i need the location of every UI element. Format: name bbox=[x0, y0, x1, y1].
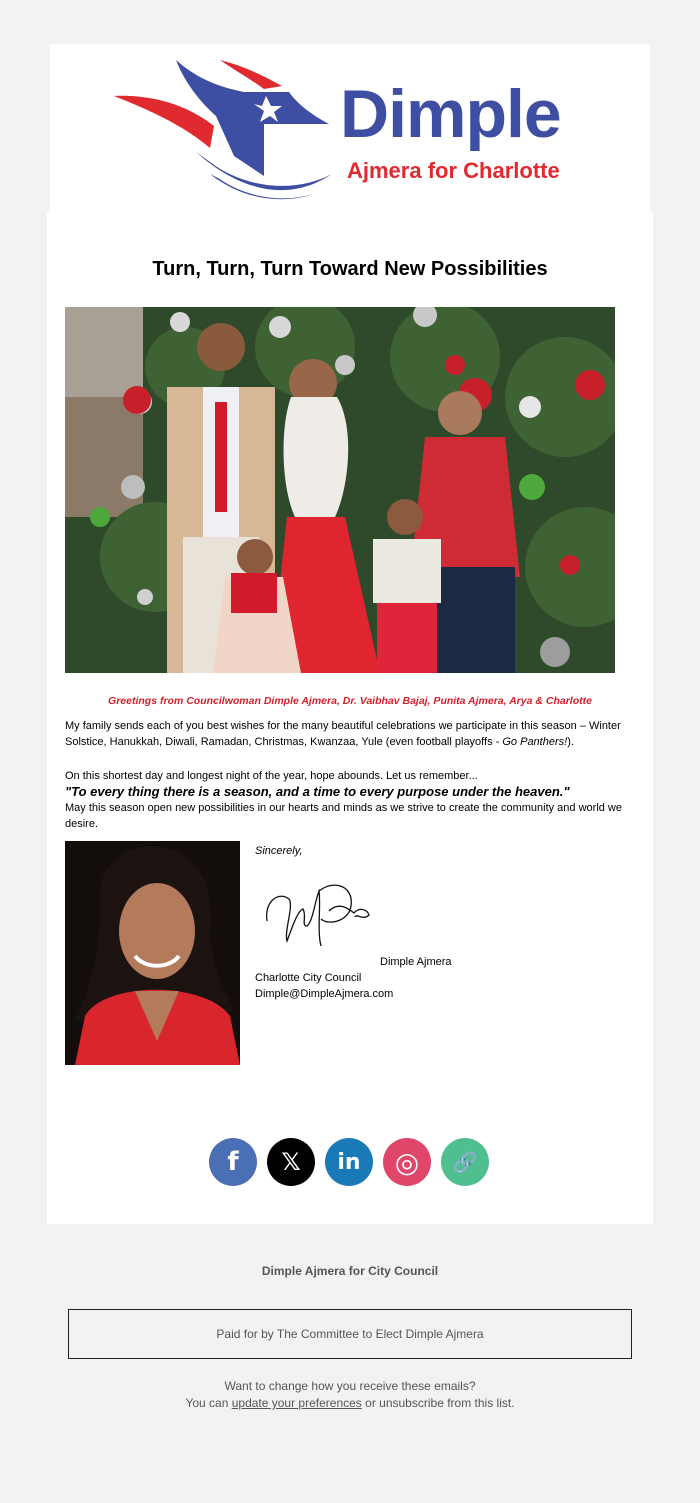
footer-line-2: You can update your preferences or unsubscribe from this list. bbox=[185, 1396, 515, 1410]
email-body-card bbox=[47, 212, 653, 1224]
footer-organization: Dimple Ajmera for City Council bbox=[261, 1264, 439, 1278]
footer-preferences-text bbox=[0, 1378, 700, 1412]
x-twitter-icon[interactable]: 𝕏 bbox=[267, 1138, 315, 1186]
body-paragraph-wishes: My family sends each of you best wishes for the many beautiful celebrations we participate in this season – Winter Solstice, Hanukkah, Diwali, Ramadan, Christmas, Kwanzaa, Yule (even football playoffs - Go Panthers!). bbox=[65, 720, 621, 748]
footer-line-1: Want to change how you receive these emails? bbox=[224, 1379, 476, 1393]
signer-title: Charlotte City Council bbox=[255, 972, 362, 984]
signer-email[interactable]: Dimple@DimpleAjmera.com bbox=[255, 988, 394, 1000]
logo-subtitle: Ajmera for Charlotte bbox=[347, 158, 560, 183]
update-preferences-link[interactable]: update your preferences bbox=[231, 1396, 362, 1410]
unsubscribe-link[interactable]: unsubscribe from this list bbox=[379, 1396, 512, 1410]
signer-name: Dimple Ajmera bbox=[380, 956, 452, 968]
body-paragraph-possibilities: May this season open new possibilities in our hearts and minds as we strive to create the community and world we desire. bbox=[65, 802, 622, 830]
family-christmas-photo bbox=[65, 307, 615, 673]
handwritten-signature-icon bbox=[259, 871, 379, 951]
email-headline: Turn, Turn, Turn Toward New Possibilities bbox=[152, 258, 548, 280]
linkedin-icon[interactable]: in bbox=[325, 1138, 373, 1186]
logo-wordmark: Dimple bbox=[340, 76, 561, 152]
instagram-icon[interactable]: ◎ bbox=[383, 1138, 431, 1186]
body-paragraph-hope: On this shortest day and longest night of the year, hope abounds. Let us remember... bbox=[65, 770, 478, 782]
facebook-icon[interactable]: f bbox=[209, 1138, 257, 1186]
campaign-logo-icon bbox=[114, 56, 344, 206]
closing-text: Sincerely, bbox=[255, 845, 303, 857]
dimple-portrait-photo bbox=[65, 841, 240, 1065]
photo-caption: Greetings from Councilwoman Dimple Ajmera, Dr. Vaibhav Bajaj, Punita Ajmera, Arya & Charlotte bbox=[108, 695, 592, 707]
scripture-quote: "To every thing there is a season, and a time to every purpose under the heaven." bbox=[65, 784, 570, 799]
header-logo-card bbox=[50, 44, 650, 216]
website-link-icon[interactable]: 🔗 bbox=[441, 1138, 489, 1186]
paid-for-disclaimer: Paid for by The Committee to Elect Dimple Ajmera bbox=[68, 1309, 632, 1359]
